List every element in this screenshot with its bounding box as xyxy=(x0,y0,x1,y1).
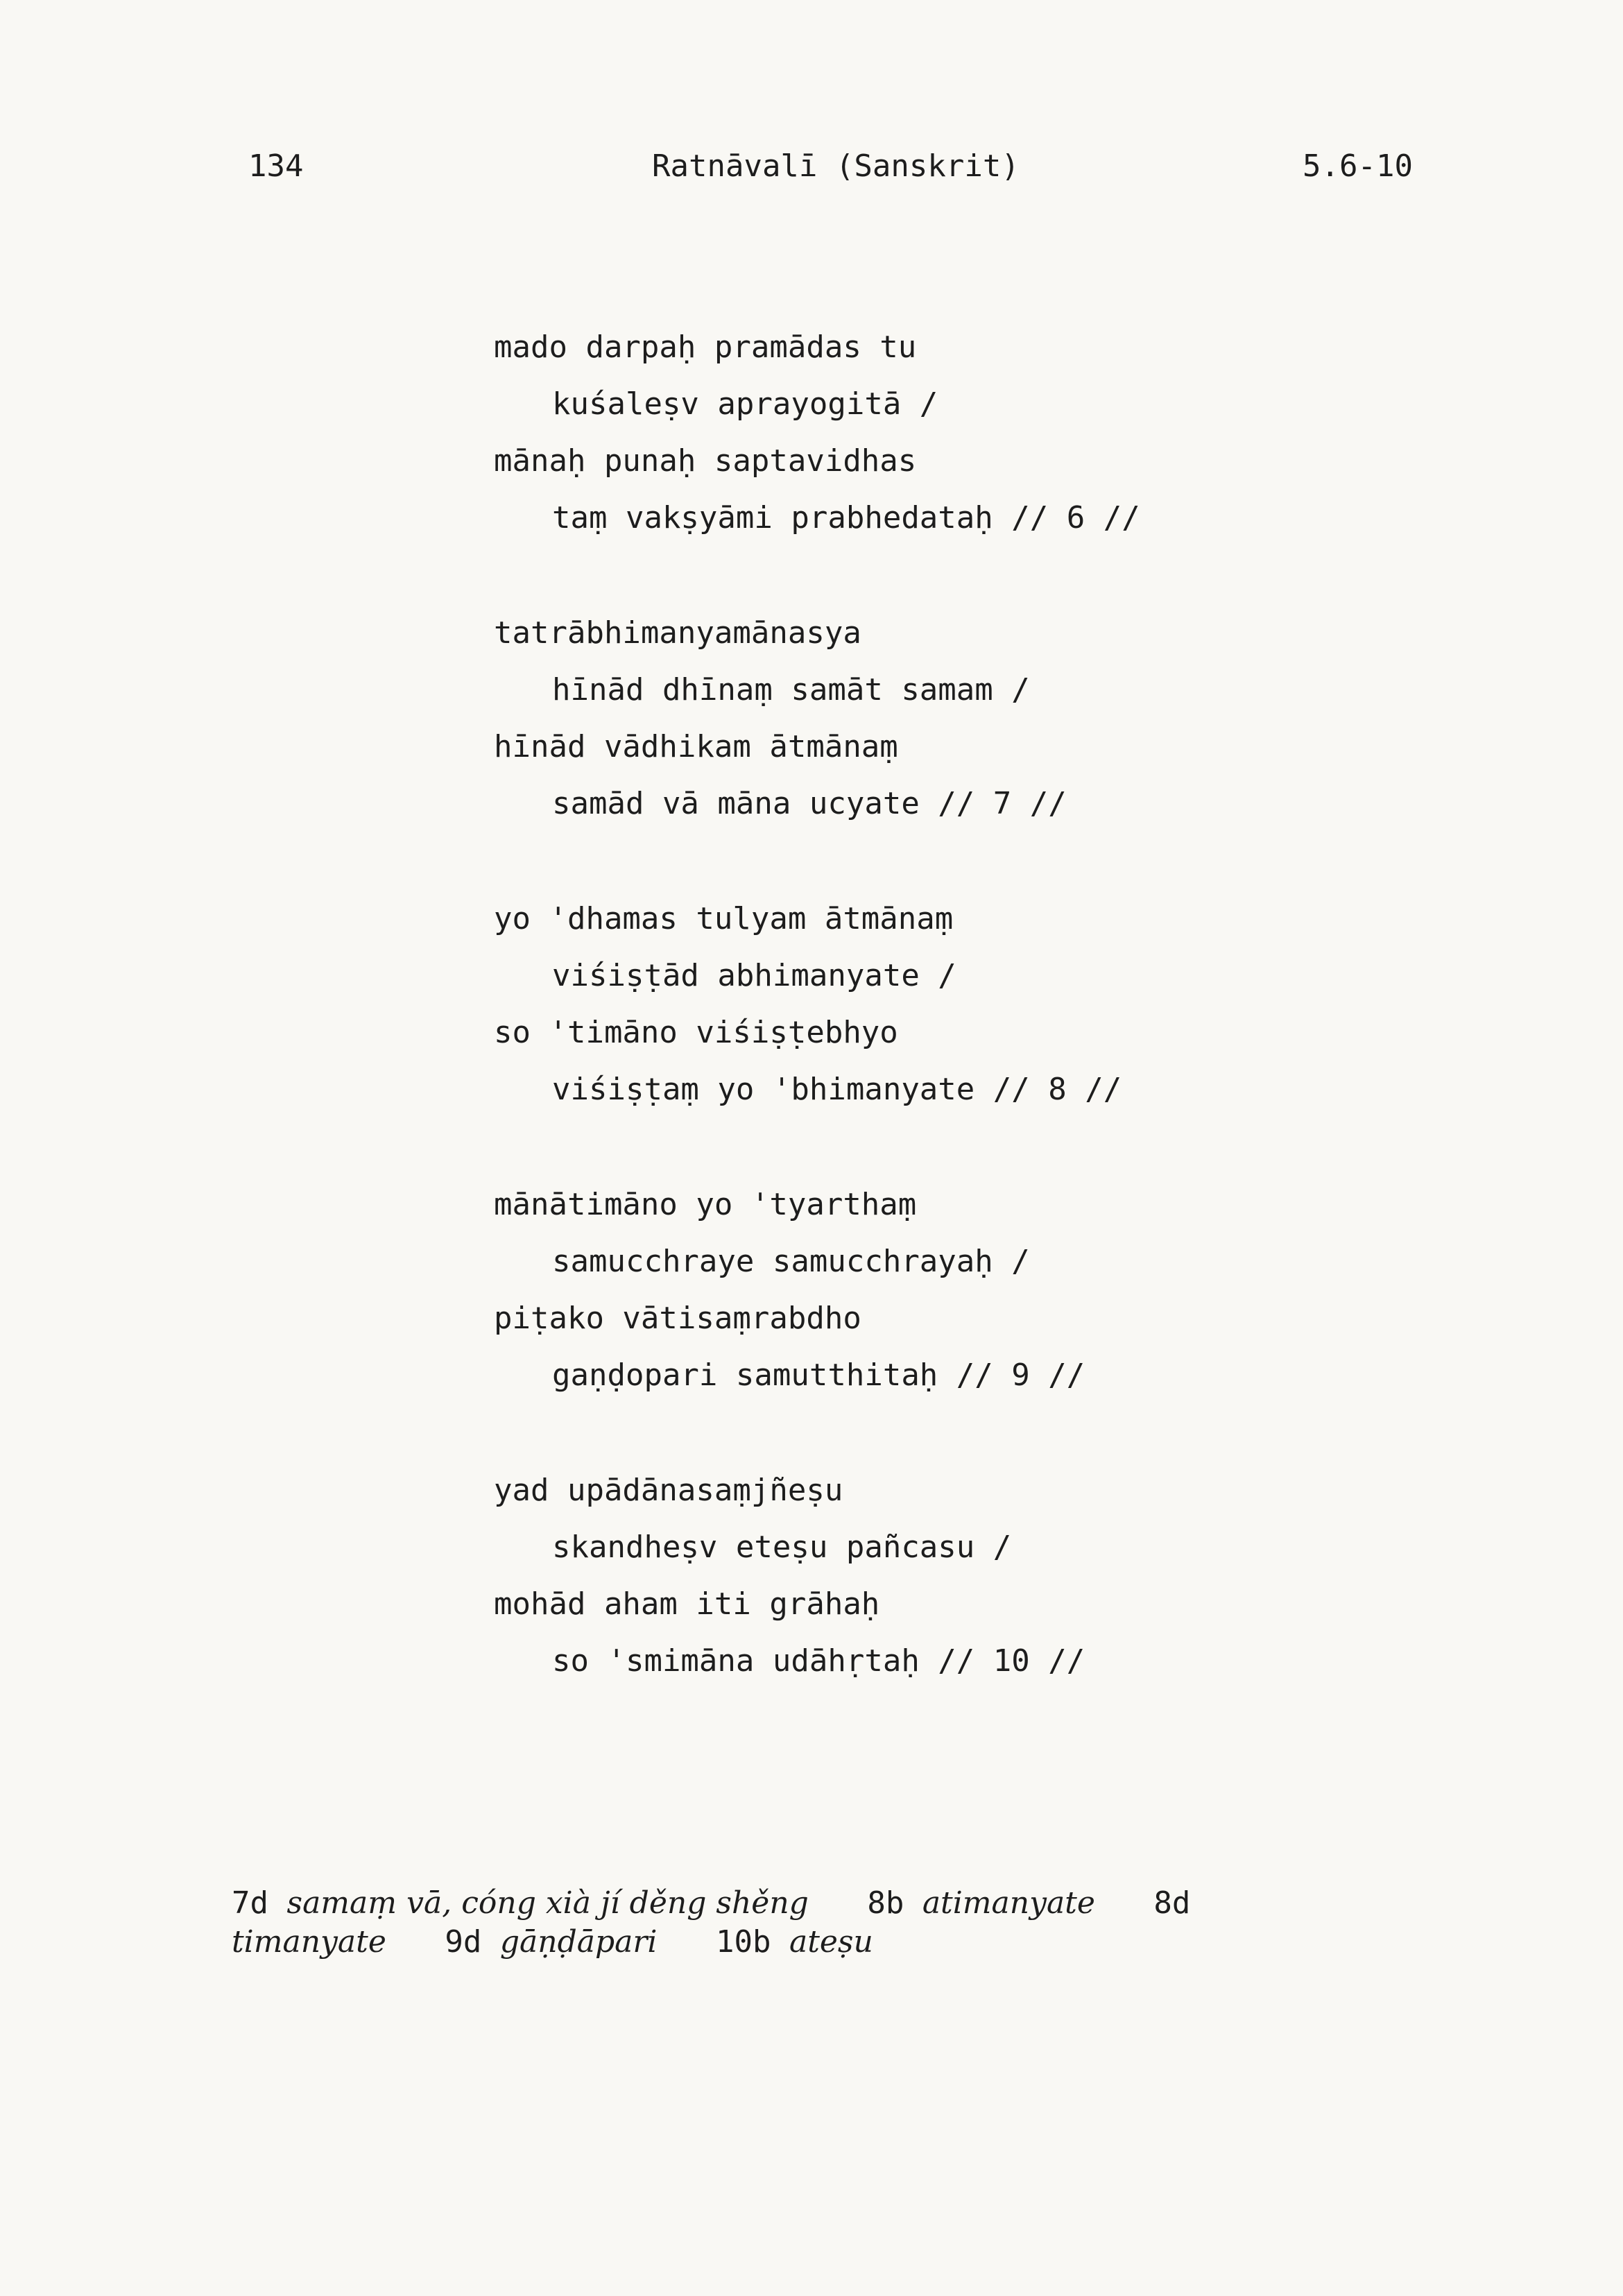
verse-line-c: so 'timāno viśiṣṭebhyo xyxy=(494,1015,898,1050)
critical-apparatus xyxy=(232,1884,1411,1962)
apparatus-row xyxy=(232,1884,1411,1923)
verse-line-a: tatrābhimanyamānasya xyxy=(494,615,861,651)
note-ref: 8b xyxy=(867,1885,904,1921)
stanza-6 xyxy=(494,319,1465,547)
apparatus-note xyxy=(716,1923,873,1962)
verse-line-d: gaṇḍopari samutthitaḥ // 9 // xyxy=(552,1357,1085,1393)
note-ref: 7d xyxy=(232,1885,268,1921)
verse-line-d: so 'smimāna udāhṛtaḥ // 10 // xyxy=(552,1643,1085,1679)
verse-line-b: skandheṣv eteṣu pañcasu / xyxy=(552,1530,1012,1565)
stanza-9 xyxy=(494,1176,1465,1404)
stanza-8 xyxy=(494,891,1465,1118)
stanza-10 xyxy=(494,1462,1465,1690)
apparatus-note xyxy=(232,1923,386,1962)
verse-line-a: yad upādānasaṃjñeṣu xyxy=(494,1473,843,1508)
verse-line-a: mānātimāno yo 'tyarthaṃ xyxy=(494,1187,917,1222)
verse-line-b: samucchraye samucchrayaḥ / xyxy=(552,1244,1030,1279)
apparatus-note xyxy=(232,1884,809,1923)
verse-line-a: mado darpaḥ pramādas tu xyxy=(494,329,917,365)
verse-line-b: hīnād dhīnaṃ samāt samam / xyxy=(552,672,1030,708)
note-text: samaṃ vā, cóng xià jí děng shěng xyxy=(286,1885,809,1921)
apparatus-note xyxy=(867,1884,1095,1923)
verse-line-b: kuśaleṣv aprayogitā / xyxy=(552,386,938,422)
note-ref: 9d xyxy=(445,1924,482,1960)
note-text: ateṣu xyxy=(789,1924,873,1960)
verse-block xyxy=(494,319,1465,1748)
page-number: 134 xyxy=(248,148,304,184)
verse-line-a: yo 'dhamas tulyam ātmānaṃ xyxy=(494,901,954,936)
note-text: gāṇḍāpari xyxy=(499,1924,658,1960)
running-title: Ratnāvalī (Sanskrit) xyxy=(652,148,1020,184)
apparatus-row xyxy=(232,1923,1411,1962)
verse-line-c: hīnād vādhikam ātmānaṃ xyxy=(494,729,898,764)
stanza-7 xyxy=(494,605,1465,832)
note-text: timanyate xyxy=(232,1924,386,1960)
verse-line-d: samād vā māna ucyate // 7 // xyxy=(552,786,1067,821)
note-ref: 8d xyxy=(1153,1885,1191,1921)
apparatus-note xyxy=(445,1923,657,1962)
note-ref: 10b xyxy=(715,1924,771,1960)
verse-range: 5.6-10 xyxy=(1303,148,1413,184)
verse-line-d: viśiṣṭaṃ yo 'bhimanyate // 8 // xyxy=(552,1072,1122,1107)
verse-line-b: viśiṣṭād abhimanyate / xyxy=(552,958,956,993)
note-text: atimanyate xyxy=(922,1885,1095,1921)
verse-line-d: taṃ vakṣyāmi prabhedataḥ // 6 // xyxy=(552,500,1140,536)
verse-line-c: piṭako vātisaṃrabdho xyxy=(494,1301,861,1336)
verse-line-c: mohād aham iti grāhaḥ xyxy=(494,1586,880,1622)
apparatus-note xyxy=(1153,1884,1190,1923)
verse-line-c: mānaḥ punaḥ saptavidhas xyxy=(494,443,917,479)
